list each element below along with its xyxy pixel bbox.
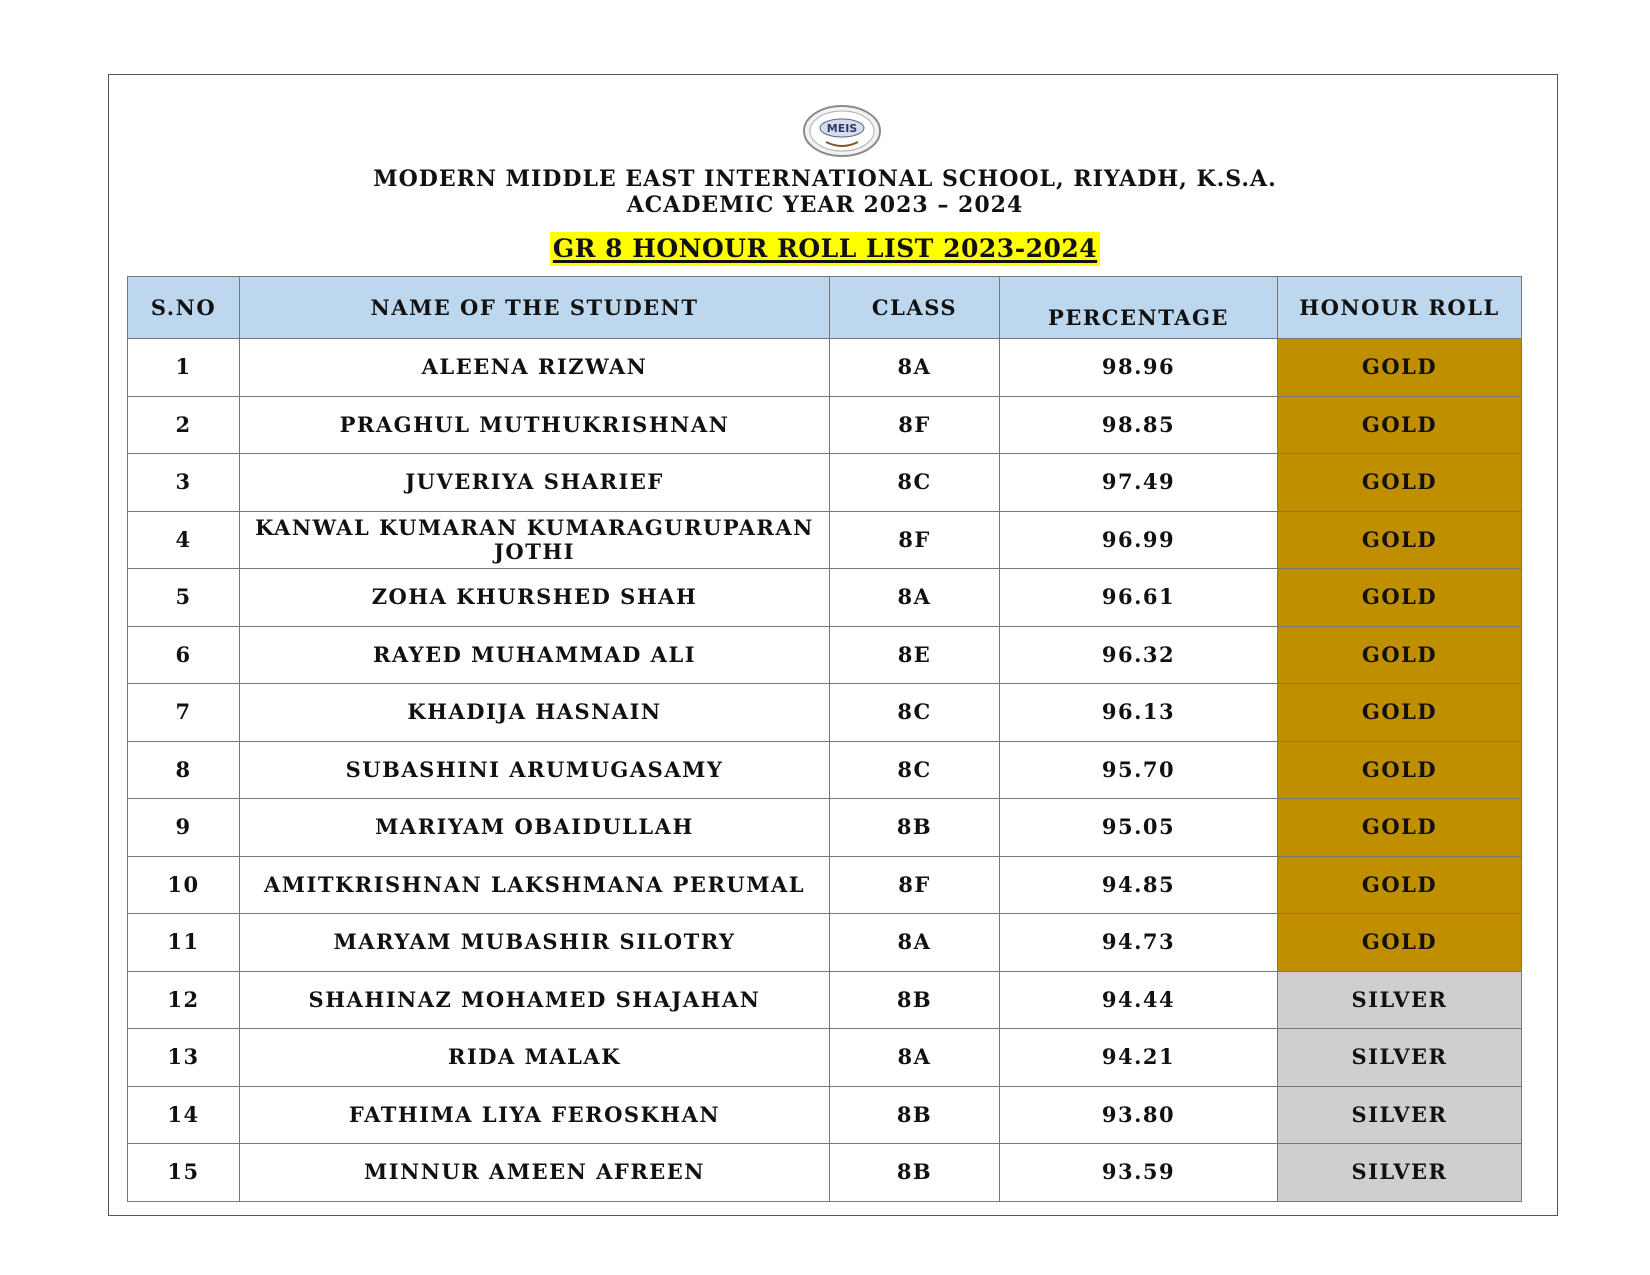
table-row [128,1029,1522,1087]
cell-sno: 2 [128,396,240,454]
cell-class: 8B [830,1086,1000,1144]
cell-honour-roll: GOLD [1278,856,1522,914]
cell-percentage: 94.21 [1000,1029,1278,1087]
honour-roll-title: GR 8 HONOUR ROLL LIST 2023-2024 [550,232,1100,266]
cell-student-name: AMITKRISHNAN LAKSHMANA PERUMAL [240,856,830,914]
table-header-row [128,277,1522,339]
cell-percentage: 96.13 [1000,684,1278,742]
column-header-sno: S.NO [128,277,240,339]
cell-student-name: KANWAL KUMARAN KUMARAGURUPARAN JOTHI [240,511,830,569]
table-row [128,684,1522,742]
cell-sno: 10 [128,856,240,914]
cell-class: 8C [830,741,1000,799]
cell-student-name: FATHIMA LIYA FEROSKHAN [240,1086,830,1144]
cell-sno: 14 [128,1086,240,1144]
table-row [128,626,1522,684]
table-row [128,339,1522,397]
cell-class: 8A [830,914,1000,972]
cell-sno: 9 [128,799,240,857]
table-row [128,569,1522,627]
cell-percentage: 97.49 [1000,454,1278,512]
column-header-percentage: PERCENTAGE [1000,277,1278,339]
cell-student-name: KHADIJA HASNAIN [240,684,830,742]
table-row [128,914,1522,972]
cell-percentage: 96.32 [1000,626,1278,684]
cell-sno: 15 [128,1144,240,1202]
school-name: MODERN MIDDLE EAST INTERNATIONAL SCHOOL, RIYADH, K.S.A. [373,166,1277,192]
cell-honour-roll: GOLD [1278,396,1522,454]
table-row [128,511,1522,569]
cell-honour-roll: SILVER [1278,1086,1522,1144]
cell-sno: 1 [128,339,240,397]
academic-year: ACADEMIC YEAR 2023 – 2024 [626,192,1024,218]
cell-sno: 3 [128,454,240,512]
cell-student-name: ZOHA KHURSHED SHAH [240,569,830,627]
cell-sno: 12 [128,971,240,1029]
cell-honour-roll: GOLD [1278,511,1522,569]
column-header-class: CLASS [830,277,1000,339]
cell-honour-roll: GOLD [1278,799,1522,857]
cell-student-name: SUBASHINI ARUMUGASAMY [240,741,830,799]
cell-class: 8A [830,1029,1000,1087]
honour-roll-table [127,276,1522,1202]
cell-percentage: 98.96 [1000,339,1278,397]
cell-percentage: 93.59 [1000,1144,1278,1202]
table-row [128,741,1522,799]
cell-class: 8B [830,799,1000,857]
cell-honour-roll: SILVER [1278,1029,1522,1087]
cell-student-name: RIDA MALAK [240,1029,830,1087]
cell-class: 8B [830,1144,1000,1202]
cell-percentage: 93.80 [1000,1086,1278,1144]
cell-class: 8C [830,454,1000,512]
cell-sno: 8 [128,741,240,799]
cell-sno: 13 [128,1029,240,1087]
cell-honour-roll: GOLD [1278,626,1522,684]
cell-student-name: RAYED MUHAMMAD ALI [240,626,830,684]
cell-class: 8F [830,856,1000,914]
cell-sno: 4 [128,511,240,569]
table-row [128,1144,1522,1202]
cell-student-name: SHAHINAZ MOHAMED SHAJAHAN [240,971,830,1029]
cell-honour-roll: SILVER [1278,971,1522,1029]
cell-class: 8A [830,339,1000,397]
column-header-name: NAME OF THE STUDENT [240,277,830,339]
cell-class: 8B [830,971,1000,1029]
cell-student-name: MINNUR AMEEN AFREEN [240,1144,830,1202]
cell-honour-roll: GOLD [1278,339,1522,397]
cell-sno: 11 [128,914,240,972]
table-row [128,454,1522,512]
cell-percentage: 94.85 [1000,856,1278,914]
cell-student-name: MARIYAM OBAIDULLAH [240,799,830,857]
cell-percentage: 98.85 [1000,396,1278,454]
cell-sno: 5 [128,569,240,627]
school-logo [802,104,882,158]
cell-honour-roll: GOLD [1278,569,1522,627]
list-title-container [0,232,1650,266]
cell-student-name: JUVERIYA SHARIEF [240,454,830,512]
cell-class: 8F [830,396,1000,454]
cell-sno: 7 [128,684,240,742]
cell-class: 8A [830,569,1000,627]
column-header-honour-roll: HONOUR ROLL [1278,277,1522,339]
cell-honour-roll: GOLD [1278,454,1522,512]
table-row [128,971,1522,1029]
cell-student-name: PRAGHUL MUTHUKRISHNAN [240,396,830,454]
cell-percentage: 96.61 [1000,569,1278,627]
cell-percentage: 96.99 [1000,511,1278,569]
table-row [128,396,1522,454]
cell-student-name: ALEENA RIZWAN [240,339,830,397]
cell-honour-roll: GOLD [1278,684,1522,742]
cell-percentage: 95.05 [1000,799,1278,857]
cell-honour-roll: GOLD [1278,914,1522,972]
cell-honour-roll: GOLD [1278,741,1522,799]
cell-honour-roll: SILVER [1278,1144,1522,1202]
table-row [128,1086,1522,1144]
cell-class: 8C [830,684,1000,742]
cell-percentage: 94.44 [1000,971,1278,1029]
table-row [128,856,1522,914]
cell-percentage: 95.70 [1000,741,1278,799]
table-body [128,339,1522,1202]
table-row [128,799,1522,857]
cell-percentage: 94.73 [1000,914,1278,972]
cell-class: 8F [830,511,1000,569]
logo-text: MEIS [826,122,858,135]
cell-class: 8E [830,626,1000,684]
cell-student-name: MARYAM MUBASHIR SILOTRY [240,914,830,972]
cell-sno: 6 [128,626,240,684]
